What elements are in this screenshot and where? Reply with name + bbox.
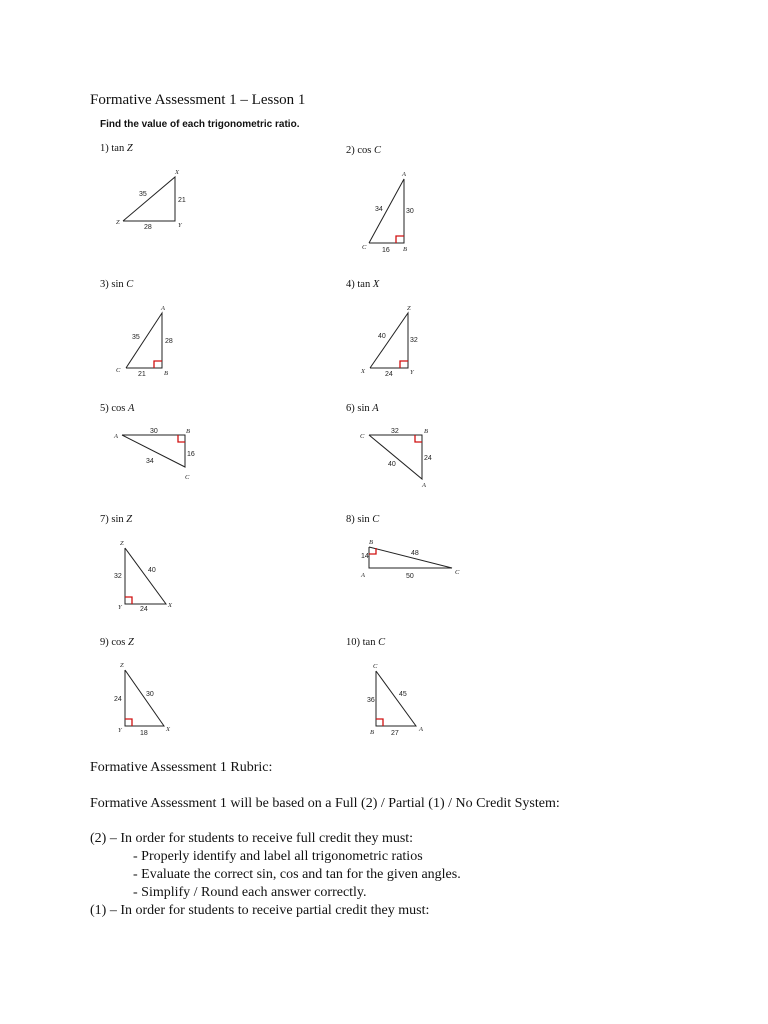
instructions: Find the value of each trigonometric ratio. — [100, 119, 300, 130]
svg-text:21: 21 — [178, 197, 186, 204]
svg-text:A: A — [361, 572, 365, 579]
svg-text:24: 24 — [140, 606, 148, 613]
svg-text:45: 45 — [399, 691, 407, 698]
full-credit-item: - Evaluate the correct sin, cos and tan for the given angles. — [133, 867, 461, 882]
svg-text:C: C — [360, 433, 365, 440]
svg-text:30: 30 — [150, 428, 158, 435]
problem-label: 7) sin Z — [100, 514, 133, 525]
svg-text:36: 36 — [367, 697, 375, 704]
svg-text:A: A — [402, 171, 406, 178]
svg-text:B: B — [370, 729, 374, 736]
svg-text:32: 32 — [391, 428, 399, 435]
rubric-intro: Formative Assessment 1 will be based on a Full (2) / Partial (1) / No Credit System: — [90, 796, 560, 811]
svg-text:21: 21 — [138, 371, 146, 378]
svg-text:X: X — [166, 726, 170, 733]
problem-label: 6) sin A — [346, 403, 379, 414]
svg-text:24: 24 — [424, 455, 432, 462]
svg-text:Z: Z — [407, 305, 411, 312]
problem-label: 2) cos C — [346, 145, 382, 156]
problem-label: 3) sin C — [100, 279, 134, 290]
svg-text:Y: Y — [178, 222, 182, 229]
svg-text:40: 40 — [378, 333, 386, 340]
problem-label: 10) tan C — [346, 637, 386, 648]
problem-label: 8) sin C — [346, 514, 380, 525]
svg-text:35: 35 — [132, 334, 140, 341]
svg-text:35: 35 — [139, 191, 147, 198]
svg-text:32: 32 — [114, 573, 122, 580]
problem-label: 9) cos Z — [100, 637, 134, 648]
svg-text:A: A — [422, 482, 426, 489]
svg-text:C: C — [185, 474, 190, 481]
svg-text:B: B — [164, 370, 168, 377]
full-credit-line: (2) – In order for students to receive full credit they must: — [90, 831, 414, 846]
svg-text:B: B — [186, 428, 190, 435]
svg-text:30: 30 — [146, 691, 154, 698]
svg-text:24: 24 — [114, 696, 122, 703]
svg-text:Y: Y — [410, 369, 414, 376]
svg-text:34: 34 — [146, 458, 154, 465]
svg-text:14: 14 — [361, 553, 369, 560]
svg-text:A: A — [419, 726, 423, 733]
partial-credit-line: (1) – In order for students to receive partial credit they must: — [90, 903, 430, 918]
svg-text:A: A — [114, 433, 118, 440]
svg-text:16: 16 — [187, 451, 195, 458]
problem-label: 5) cos A — [100, 403, 135, 414]
svg-text:40: 40 — [388, 461, 396, 468]
svg-text:28: 28 — [144, 224, 152, 231]
svg-text:C: C — [373, 663, 378, 670]
svg-text:B: B — [424, 428, 428, 435]
svg-text:X: X — [361, 368, 365, 375]
doc-title: Formative Assessment 1 – Lesson 1 — [90, 92, 306, 108]
svg-text:A: A — [161, 305, 165, 312]
full-credit-item: - Properly identify and label all trigonometric ratios — [133, 849, 423, 864]
full-credit-item: - Simplify / Round each answer correctly. — [133, 885, 367, 900]
svg-text:C: C — [362, 244, 367, 251]
svg-text:Z: Z — [116, 219, 120, 226]
svg-text:X: X — [175, 169, 179, 176]
rubric-heading: Formative Assessment 1 Rubric: — [90, 760, 273, 775]
svg-text:40: 40 — [148, 567, 156, 574]
svg-text:32: 32 — [410, 337, 418, 344]
svg-text:24: 24 — [385, 371, 393, 378]
problem-label: 4) tan X — [346, 279, 380, 290]
svg-text:Y: Y — [118, 727, 122, 734]
svg-text:C: C — [116, 367, 121, 374]
svg-text:30: 30 — [406, 208, 414, 215]
svg-text:34: 34 — [375, 206, 383, 213]
svg-text:Y: Y — [118, 604, 122, 611]
svg-text:X: X — [168, 602, 172, 609]
svg-text:50: 50 — [406, 573, 414, 580]
svg-text:16: 16 — [382, 247, 390, 254]
svg-text:B: B — [369, 539, 373, 546]
svg-text:48: 48 — [411, 550, 419, 557]
svg-text:28: 28 — [165, 338, 173, 345]
svg-text:Z: Z — [120, 662, 124, 669]
svg-text:B: B — [403, 246, 407, 253]
svg-text:27: 27 — [391, 730, 399, 737]
svg-text:Z: Z — [120, 540, 124, 547]
svg-text:C: C — [455, 569, 460, 576]
problem-label: 1) tan Z — [100, 143, 133, 154]
svg-text:18: 18 — [140, 730, 148, 737]
